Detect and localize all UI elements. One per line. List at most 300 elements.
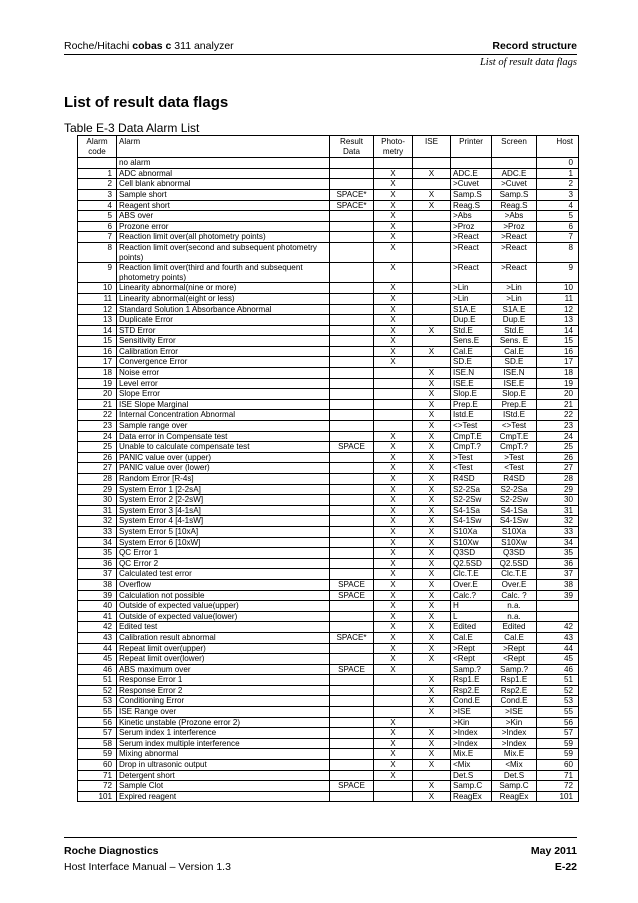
cell-screen: Std.E	[492, 325, 537, 336]
cell-result-data	[330, 495, 374, 506]
cell-alarm-code: 34	[78, 537, 117, 548]
cell-host: 37	[537, 569, 579, 580]
cell-alarm: STD Error	[117, 325, 330, 336]
cell-alarm-code: 24	[78, 431, 117, 442]
cell-photometry: X	[374, 611, 413, 622]
table-row	[78, 749, 579, 760]
cell-printer: Det.S	[451, 770, 492, 781]
cell-result-data	[330, 263, 374, 283]
cell-printer: >Kin	[451, 717, 492, 728]
cell-alarm-code: 5	[78, 211, 117, 222]
cell-result-data	[330, 760, 374, 771]
cell-alarm: Calibration Error	[117, 346, 330, 357]
cell-alarm: Noise error	[117, 368, 330, 379]
cell-alarm: ABS over	[117, 211, 330, 222]
cell-screen: Samp.?	[492, 664, 537, 675]
table-caption: Table E-3 Data Alarm List	[64, 121, 200, 135]
cell-printer: S2-2Sa	[451, 484, 492, 495]
cell-result-data	[330, 474, 374, 485]
cell-printer: Rsp2.E	[451, 685, 492, 696]
cell-screen: >Index	[492, 738, 537, 749]
cell-alarm-code: 20	[78, 389, 117, 400]
cell-host: 22	[537, 410, 579, 421]
cell-result-data	[330, 526, 374, 537]
cell-alarm-code: 59	[78, 749, 117, 760]
table-row	[78, 738, 579, 749]
cell-photometry: X	[374, 211, 413, 222]
cell-alarm: Linearity abnormal(eight or less)	[117, 293, 330, 304]
cell-host: 34	[537, 537, 579, 548]
cell-printer: Std.E	[451, 325, 492, 336]
cell-alarm-code: 42	[78, 622, 117, 633]
table-row	[78, 558, 579, 569]
cell-ise	[413, 717, 451, 728]
header-subsection: List of result data flags	[479, 57, 577, 68]
cell-photometry: X	[374, 293, 413, 304]
cell-photometry: X	[374, 189, 413, 200]
table-row	[78, 211, 579, 222]
cell-alarm: Repeat limit over(upper)	[117, 643, 330, 654]
cell-result-data	[330, 293, 374, 304]
cell-result-data	[330, 537, 374, 548]
cell-host: 23	[537, 421, 579, 432]
cell-alarm: ISE Range over	[117, 707, 330, 718]
cell-result-data	[330, 717, 374, 728]
cell-printer: R4SD	[451, 474, 492, 485]
cell-printer: >Abs	[451, 211, 492, 222]
cell-host: 101	[537, 791, 579, 802]
table-row	[78, 632, 579, 643]
cell-alarm-code: 33	[78, 526, 117, 537]
table-row	[78, 263, 579, 283]
cell-photometry	[374, 791, 413, 802]
cell-host: 7	[537, 232, 579, 243]
table-row	[78, 221, 579, 232]
cell-ise: X	[413, 707, 451, 718]
cell-alarm: Overflow	[117, 579, 330, 590]
cell-photometry: X	[374, 442, 413, 453]
cell-screen: >Test	[492, 452, 537, 463]
cell-ise	[413, 158, 451, 169]
cell-alarm: QC Error 1	[117, 548, 330, 559]
table-row	[78, 442, 579, 453]
cell-alarm: Linearity abnormal(nine or more)	[117, 283, 330, 294]
cell-alarm: System Error 2 [2-2sW]	[117, 495, 330, 506]
cell-alarm: Serum index 1 interference	[117, 728, 330, 739]
cell-photometry: X	[374, 770, 413, 781]
table-row	[78, 378, 579, 389]
cell-host: 0	[537, 158, 579, 169]
cell-printer: Istd.E	[451, 410, 492, 421]
cell-photometry: X	[374, 495, 413, 506]
cell-ise: X	[413, 168, 451, 179]
cell-alarm: Conditioning Error	[117, 696, 330, 707]
cell-printer: Cal.E	[451, 346, 492, 357]
cell-result-data: SPACE*	[330, 632, 374, 643]
cell-alarm-code: 25	[78, 442, 117, 453]
footer-company: Roche Diagnostics	[64, 845, 159, 857]
cell-ise	[413, 357, 451, 368]
cell-host: 51	[537, 675, 579, 686]
cell-alarm-code: 44	[78, 643, 117, 654]
cell-screen: <>Test	[492, 421, 537, 432]
cell-result-data	[330, 611, 374, 622]
footer-page-number: E-22	[554, 861, 577, 873]
cell-result-data	[330, 399, 374, 410]
cell-alarm: System Error 3 [4-1sA]	[117, 505, 330, 516]
cell-alarm: Response Error 2	[117, 685, 330, 696]
page-title: List of result data flags	[64, 94, 229, 111]
cell-alarm-code: 38	[78, 579, 117, 590]
cell-host: 38	[537, 579, 579, 590]
cell-screen: Q2.5SD	[492, 558, 537, 569]
cell-printer: Slop.E	[451, 389, 492, 400]
table-row	[78, 548, 579, 559]
cell-alarm: ISE Slope Marginal	[117, 399, 330, 410]
cell-printer: ReagEx	[451, 791, 492, 802]
cell-ise: X	[413, 452, 451, 463]
table-row	[78, 200, 579, 211]
cell-ise: X	[413, 696, 451, 707]
cell-screen: S2-2Sa	[492, 484, 537, 495]
cell-ise: X	[413, 325, 451, 336]
table-row	[78, 168, 579, 179]
cell-alarm: Level error	[117, 378, 330, 389]
cell-alarm: Prozone error	[117, 221, 330, 232]
cell-result-data	[330, 548, 374, 559]
cell-result-data: SPACE	[330, 579, 374, 590]
cell-screen: ISE.E	[492, 378, 537, 389]
cell-screen: ISE.N	[492, 368, 537, 379]
cell-result-data	[330, 696, 374, 707]
cell-screen: Slop.E	[492, 389, 537, 400]
cell-result-data	[330, 304, 374, 315]
cell-screen: SD.E	[492, 357, 537, 368]
table-row	[78, 590, 579, 601]
cell-photometry: X	[374, 463, 413, 474]
cell-screen: Clc.T.E	[492, 569, 537, 580]
table-row	[78, 452, 579, 463]
cell-printer: L	[451, 611, 492, 622]
cell-printer: >Rept	[451, 643, 492, 654]
cell-screen: >Kin	[492, 717, 537, 728]
cell-ise: X	[413, 548, 451, 559]
cell-photometry	[374, 696, 413, 707]
cell-host: 56	[537, 717, 579, 728]
cell-alarm-code: 31	[78, 505, 117, 516]
cell-printer: Mix.E	[451, 749, 492, 760]
cell-photometry: X	[374, 601, 413, 612]
cell-ise: X	[413, 675, 451, 686]
cell-screen: >Index	[492, 728, 537, 739]
cell-host: 52	[537, 685, 579, 696]
cell-photometry	[374, 421, 413, 432]
cell-ise: X	[413, 749, 451, 760]
cell-photometry: X	[374, 263, 413, 283]
cell-host: 5	[537, 211, 579, 222]
cell-alarm: Edited test	[117, 622, 330, 633]
cell-screen: S10Xa	[492, 526, 537, 537]
cell-alarm: Sample Clot	[117, 781, 330, 792]
cell-photometry: X	[374, 526, 413, 537]
cell-photometry: X	[374, 200, 413, 211]
cell-printer: Q3SD	[451, 548, 492, 559]
cell-ise: X	[413, 526, 451, 537]
alarm-table	[77, 135, 579, 802]
cell-ise: X	[413, 569, 451, 580]
cell-ise: X	[413, 421, 451, 432]
cell-printer: <Mix	[451, 760, 492, 771]
table-row	[78, 315, 579, 326]
cell-printer: S4-1Sa	[451, 505, 492, 516]
cell-host: 39	[537, 590, 579, 601]
cell-ise: X	[413, 632, 451, 643]
cell-alarm-code: 41	[78, 611, 117, 622]
cell-result-data	[330, 421, 374, 432]
cell-host: 33	[537, 526, 579, 537]
table-row	[78, 611, 579, 622]
cell-printer: H	[451, 601, 492, 612]
cell-ise	[413, 315, 451, 326]
cell-host: 72	[537, 781, 579, 792]
cell-photometry: X	[374, 749, 413, 760]
cell-alarm-code: 18	[78, 368, 117, 379]
cell-alarm: no alarm	[117, 158, 330, 169]
table-row	[78, 410, 579, 421]
cell-screen: Rsp2.E	[492, 685, 537, 696]
cell-host: 12	[537, 304, 579, 315]
cell-host: 44	[537, 643, 579, 654]
cell-printer: <>Test	[451, 421, 492, 432]
cell-host: 59	[537, 738, 579, 749]
cell-photometry: X	[374, 579, 413, 590]
cell-ise: X	[413, 654, 451, 665]
table-row	[78, 516, 579, 527]
cell-printer: >Cuvet	[451, 179, 492, 190]
cell-alarm: Calibration result abnormal	[117, 632, 330, 643]
cell-host: 15	[537, 336, 579, 347]
cell-alarm: Sample range over	[117, 421, 330, 432]
cell-alarm-code: 43	[78, 632, 117, 643]
cell-ise: X	[413, 463, 451, 474]
footer-rule	[64, 837, 577, 838]
cell-photometry: X	[374, 632, 413, 643]
cell-screen: >React	[492, 232, 537, 243]
cell-photometry: X	[374, 179, 413, 190]
cell-ise	[413, 664, 451, 675]
cell-photometry: X	[374, 654, 413, 665]
cell-photometry: X	[374, 452, 413, 463]
cell-ise: X	[413, 791, 451, 802]
cell-alarm: ADC abnormal	[117, 168, 330, 179]
cell-result-data	[330, 232, 374, 243]
cell-alarm-code: 36	[78, 558, 117, 569]
cell-result-data	[330, 622, 374, 633]
cell-host: 59	[537, 749, 579, 760]
cell-printer: CmpT.E	[451, 431, 492, 442]
cell-printer: Q2.5SD	[451, 558, 492, 569]
cell-screen: >Cuvet	[492, 179, 537, 190]
cell-screen: Dup.E	[492, 315, 537, 326]
cell-ise	[413, 179, 451, 190]
table-row	[78, 304, 579, 315]
cell-ise: X	[413, 442, 451, 453]
cell-alarm: Response Error 1	[117, 675, 330, 686]
cell-result-data	[330, 484, 374, 495]
table-row	[78, 696, 579, 707]
cell-alarm: Unable to calculate compensate test	[117, 442, 330, 453]
cell-result-data	[330, 569, 374, 580]
header-section: Record structure	[492, 40, 577, 52]
cell-host: 8	[537, 242, 579, 262]
cell-printer: >Test	[451, 452, 492, 463]
cell-alarm-code: 2	[78, 179, 117, 190]
cell-printer: Cond.E	[451, 696, 492, 707]
cell-host: 13	[537, 315, 579, 326]
cell-alarm: Reagent short	[117, 200, 330, 211]
table-row	[78, 463, 579, 474]
cell-ise	[413, 304, 451, 315]
cell-result-data	[330, 431, 374, 442]
cell-ise: X	[413, 495, 451, 506]
cell-result-data	[330, 505, 374, 516]
cell-printer: Clc.T.E	[451, 569, 492, 580]
cell-host: 55	[537, 707, 579, 718]
cell-screen: Q3SD	[492, 548, 537, 559]
cell-screen: S4-1Sw	[492, 516, 537, 527]
cell-photometry: X	[374, 537, 413, 548]
cell-screen: <Test	[492, 463, 537, 474]
cell-printer: <Test	[451, 463, 492, 474]
cell-host: 60	[537, 760, 579, 771]
cell-printer: ISE.N	[451, 368, 492, 379]
cell-printer: <Rept	[451, 654, 492, 665]
table-row	[78, 654, 579, 665]
cell-host: 3	[537, 189, 579, 200]
table-row	[78, 346, 579, 357]
cell-alarm-code: 52	[78, 685, 117, 696]
table-row	[78, 770, 579, 781]
cell-alarm: Calculated test error	[117, 569, 330, 580]
cell-photometry: X	[374, 590, 413, 601]
col-header-alarm: Alarm	[117, 136, 330, 158]
cell-host: 45	[537, 654, 579, 665]
cell-result-data: SPACE*	[330, 200, 374, 211]
cell-screen: Cal.E	[492, 346, 537, 357]
cell-printer: ISE.E	[451, 378, 492, 389]
cell-ise: X	[413, 590, 451, 601]
col-header-screen: Screen	[492, 136, 537, 158]
cell-printer	[451, 158, 492, 169]
cell-result-data	[330, 336, 374, 347]
cell-result-data	[330, 643, 374, 654]
cell-screen: <Rept	[492, 654, 537, 665]
cell-ise: X	[413, 368, 451, 379]
cell-alarm: Reaction limit over(all photometry points)	[117, 232, 330, 243]
cell-ise: X	[413, 484, 451, 495]
cell-result-data: SPACE	[330, 781, 374, 792]
cell-printer: S2-2Sw	[451, 495, 492, 506]
cell-screen: Cal.E	[492, 632, 537, 643]
col-header-host: Host	[537, 136, 579, 158]
table-row	[78, 189, 579, 200]
cell-alarm-code: 13	[78, 315, 117, 326]
cell-ise	[413, 770, 451, 781]
cell-host: 42	[537, 622, 579, 633]
cell-alarm-code: 19	[78, 378, 117, 389]
cell-photometry: X	[374, 717, 413, 728]
cell-alarm-code: 14	[78, 325, 117, 336]
table-row	[78, 791, 579, 802]
cell-ise: X	[413, 728, 451, 739]
cell-ise	[413, 283, 451, 294]
table-row	[78, 399, 579, 410]
cell-ise: X	[413, 516, 451, 527]
cell-printer: ADC.E	[451, 168, 492, 179]
col-header-printer: Printer	[451, 136, 492, 158]
header-rule	[64, 54, 577, 55]
cell-photometry: X	[374, 484, 413, 495]
cell-photometry: X	[374, 357, 413, 368]
cell-screen: >React	[492, 242, 537, 262]
cell-host: 43	[537, 632, 579, 643]
cell-alarm-code: 9	[78, 263, 117, 283]
cell-ise	[413, 336, 451, 347]
cell-alarm-code: 15	[78, 336, 117, 347]
cell-ise: X	[413, 601, 451, 612]
cell-result-data	[330, 675, 374, 686]
cell-ise: X	[413, 474, 451, 485]
cell-printer: >React	[451, 242, 492, 262]
cell-result-data: SPACE	[330, 664, 374, 675]
cell-printer: >Lin	[451, 293, 492, 304]
cell-alarm-code: 11	[78, 293, 117, 304]
cell-ise: X	[413, 579, 451, 590]
cell-result-data	[330, 368, 374, 379]
cell-result-data	[330, 410, 374, 421]
cell-alarm: Convergence Error	[117, 357, 330, 368]
cell-alarm: Outside of expected value(lower)	[117, 611, 330, 622]
table-row	[78, 368, 579, 379]
cell-host: 20	[537, 389, 579, 400]
cell-host: 57	[537, 728, 579, 739]
cell-result-data	[330, 179, 374, 190]
table-row	[78, 781, 579, 792]
cell-host: 16	[537, 346, 579, 357]
cell-alarm: Calculation not possible	[117, 590, 330, 601]
cell-photometry: X	[374, 505, 413, 516]
cell-printer: Samp.?	[451, 664, 492, 675]
cell-result-data	[330, 654, 374, 665]
cell-alarm-code: 56	[78, 717, 117, 728]
cell-ise: X	[413, 200, 451, 211]
cell-screen: S4-1Sa	[492, 505, 537, 516]
cell-alarm-code: 71	[78, 770, 117, 781]
cell-result-data: SPACE	[330, 442, 374, 453]
cell-alarm: System Error 4 [4-1sW]	[117, 516, 330, 527]
table-row	[78, 484, 579, 495]
cell-printer: Reag.S	[451, 200, 492, 211]
cell-printer: Over.E	[451, 579, 492, 590]
cell-host: 31	[537, 505, 579, 516]
footer-manual: Host Interface Manual – Version 1.3	[64, 861, 231, 873]
cell-host: 18	[537, 368, 579, 379]
cell-photometry: X	[374, 569, 413, 580]
cell-screen: >ISE	[492, 707, 537, 718]
cell-printer: Calc.?	[451, 590, 492, 601]
alarm-table-wrapper	[77, 135, 578, 802]
cell-photometry	[374, 781, 413, 792]
